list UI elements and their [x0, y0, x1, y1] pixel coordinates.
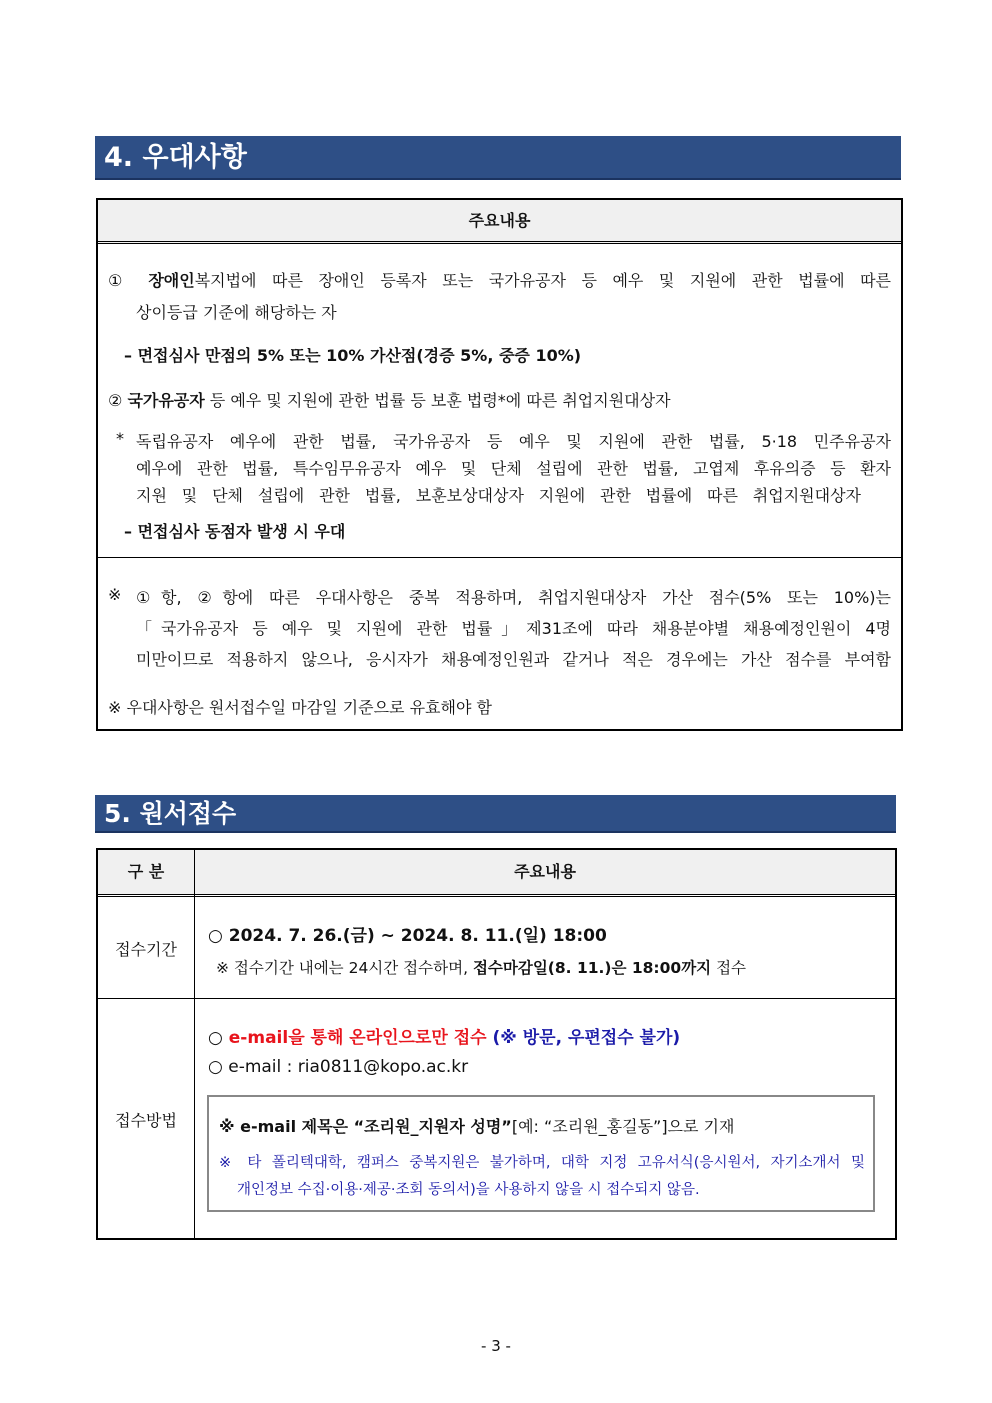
row1-note-plain: ※ 접수기간 내에는 24시간 접수하며, — [216, 959, 473, 977]
row2-bullet1-circle: ○ — [208, 1028, 223, 1048]
note1-line1: ①항, ②항에 따른 우대사항은 중복 적용하며, 취업지원대상자 가산 점수(5% 또는 10%)는 — [136, 588, 891, 607]
note2: ※ 우대사항은 원서접수일 마감일 기준으로 유효해야 함 — [108, 698, 492, 717]
preference-items — [98, 245, 901, 558]
box-line1-bold: ※ e-mail 제목은 “조리원_지원자 성명” — [219, 1117, 512, 1136]
page-number: - 3 - — [481, 1337, 511, 1355]
item1-line1 — [108, 268, 891, 291]
item2-line — [108, 388, 891, 411]
box-line1 — [219, 1114, 734, 1137]
preference-table-header: 주요내용 — [98, 200, 901, 244]
box-line3: 개인정보 수집·이용·제공·조회 동의서)을 사용하지 않을 시 접수되지 않음. — [237, 1182, 700, 1198]
preference-table — [96, 198, 903, 731]
row2-label: 접수방법 — [115, 1111, 177, 1130]
row1-label: 접수기간 — [115, 940, 177, 959]
row1-note-bold: 접수마감일(8. 11.)은 18:00까지 — [472, 959, 712, 977]
row-divider — [98, 998, 895, 999]
preference-notes — [98, 558, 901, 729]
row1-period: ○ 2024. 7. 26.(금) ~ 2024. 8. 11.(일) 18:00 — [208, 926, 607, 946]
item2-rest: 등 예우 및 지원에 관한 법률 등 보훈 법령*에 따른 취업지원대상자 — [204, 391, 671, 410]
header-divider — [98, 894, 895, 897]
section5-title: 5. 원서접수 — [95, 795, 896, 833]
item2-sub: – 면접심사 동점자 발생 시 우대 — [124, 522, 346, 541]
row2-email: ○ e-mail : ria0811@kopo.ac.kr — [208, 1057, 469, 1077]
col-header-content: 주요내용 — [195, 850, 895, 894]
row2-bullet1-blue: (※ 방문, 우편접수 불가) — [492, 1028, 681, 1048]
item2-bold: 국가유공자 — [127, 391, 205, 410]
note1-mark: ※ — [108, 585, 122, 604]
col-header-category: 구 분 — [98, 850, 194, 894]
item2-mark: ② — [108, 391, 123, 410]
item1-sub: – 면접심사 만점의 5% 또는 10% 가산점(경증 5%, 중증 10%) — [124, 346, 582, 365]
application-table — [96, 848, 897, 1240]
item1-rest: 복지법에 따른 장애인 등록자 또는 국가유공자 등 예우 및 지원에 관한 법률에 따른 — [194, 271, 891, 290]
column-divider — [194, 850, 195, 1238]
item1-line2: 상이등급 기준에 해당하는 자 — [136, 303, 337, 322]
section4-title: 4. 우대사항 — [95, 136, 901, 180]
note1-line2: 「국가유공자 등 예우 및 지원에 관한 법률」제31조에 따라 채용분야별 채용예정인원이 4명 — [136, 619, 891, 638]
footnote-line2: 예우에 관한 법률, 특수임무유공자 예우 및 단체 설립에 관한 법률, 고엽제 후유의증 등 환자 — [136, 459, 891, 478]
row2-bullet1 — [208, 1023, 680, 1048]
item1-mark: ① — [108, 271, 133, 290]
footnote-mark: * — [116, 429, 124, 448]
email-notice-box — [207, 1095, 875, 1212]
note1-line3: 미만이므로 적용하지 않으나, 응시자가 채용예정인원과 같거나 적은 경우에는 가산 점수를 부여함 — [136, 650, 891, 669]
footnote-line3: 지원 및 단체 설립에 관한 법률, 보훈보상대상자 지원에 관한 법률에 따른 취업지원대상자 — [136, 486, 861, 505]
item1-bold: 장애인 — [148, 271, 195, 290]
footnote-line1: 독립유공자 예우에 관한 법률, 국가유공자 등 예우 및 지원에 관한 법률, 5·18 민주유공자 — [136, 432, 891, 451]
row1-note — [216, 956, 746, 978]
box-line2: ※ 타 폴리텍대학, 캠퍼스 중복지원은 불가하며, 대학 지정 고유서식(응시원서, 자기소개서 및 — [219, 1155, 865, 1171]
row2-bullet1-red: e-mail을 통해 온라인으로만 접수 — [228, 1028, 487, 1048]
box-line1-rest: [예: “조리원_홍길동”]으로 기재 — [511, 1117, 735, 1136]
row1-note-tail: 접수 — [711, 959, 747, 977]
